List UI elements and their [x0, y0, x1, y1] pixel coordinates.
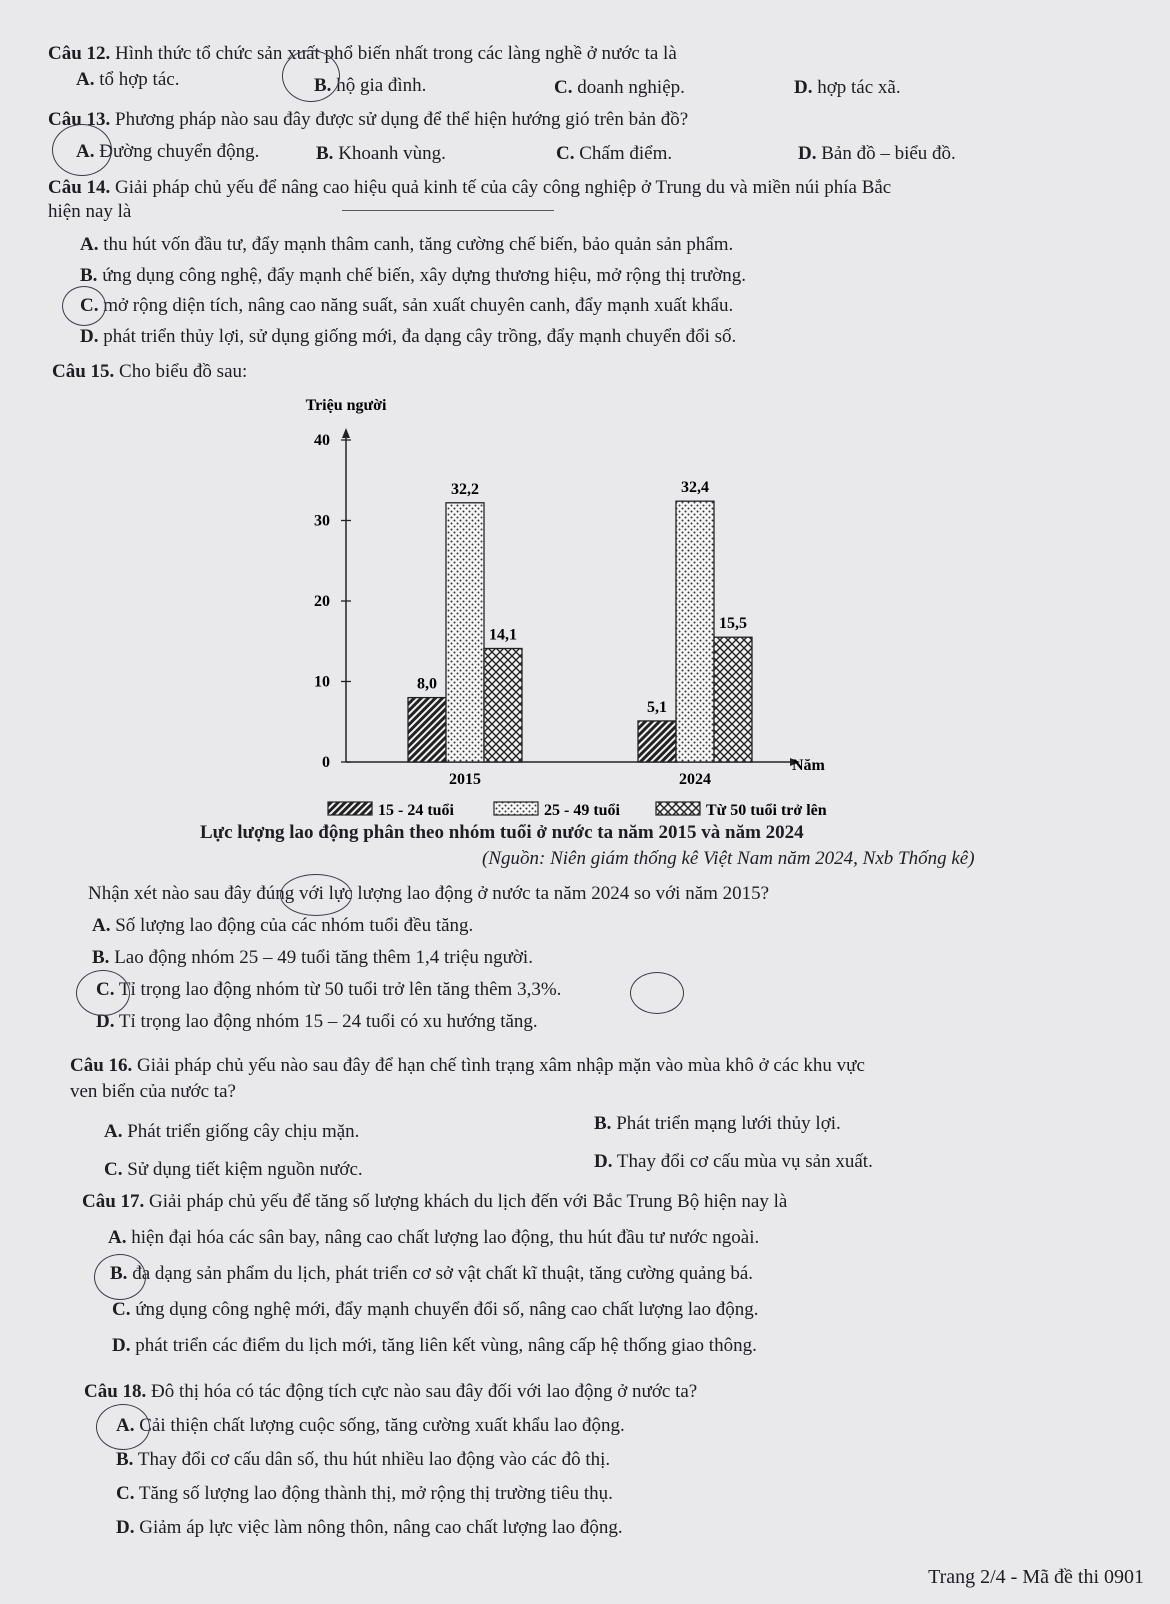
question-13-option-c[interactable]: C. Chấm điểm. — [556, 143, 673, 164]
y-axis-arrow — [342, 428, 350, 438]
question-17-text: Giải pháp chủ yếu để tăng số lượng khách du lịch đến với Bắc Trung Bộ hiện nay là — [149, 1191, 788, 1212]
bar-data-label: 14,1 — [489, 626, 517, 644]
question-16-option-d[interactable]: D. Thay đổi cơ cấu mùa vụ sản xuất. — [594, 1151, 873, 1172]
handwritten-circle-mark — [630, 972, 684, 1014]
question-14-option-b[interactable]: B. ứng dụng công nghệ, đẩy mạnh chế biến, xây dựng thương hiệu, mở rộng thị trường. — [80, 265, 747, 286]
question-12-number: Câu 12. — [48, 43, 111, 64]
question-17-number: Câu 17. — [82, 1191, 145, 1212]
question-16-number: Câu 16. — [70, 1055, 133, 1076]
question-13-number: Câu 13. — [48, 109, 111, 130]
question-18-option-d[interactable]: D. Giảm áp lực việc làm nông thôn, nâng cao chất lượng lao động. — [116, 1517, 623, 1538]
question-12-option-a[interactable]: A. tổ hợp tác. — [76, 69, 180, 90]
question-12-option-c[interactable]: C. doanh nghiệp. — [554, 77, 685, 98]
question-17-stem — [82, 1190, 787, 1214]
bar-data-label: 32,2 — [451, 480, 479, 498]
bar — [676, 501, 714, 762]
y-tick-label: 0 — [322, 754, 330, 771]
question-16-stem-line2: ven biển của nước ta? — [70, 1081, 236, 1102]
question-14-option-a[interactable]: A. thu hút vốn đầu tư, đẩy mạnh thâm canh, tăng cường chế biến, bảo quản sản phẩm. — [80, 234, 734, 255]
bar — [638, 721, 676, 762]
handwritten-circle-mark — [96, 1404, 150, 1450]
question-18-option-b[interactable]: B. Thay đổi cơ cấu dân số, thu hút nhiều lao động vào các đô thị. — [116, 1449, 611, 1470]
question-13-option-a[interactable]: A. Đường chuyển động. — [76, 141, 260, 162]
question-15-text: Cho biểu đồ sau: — [119, 361, 248, 382]
question-14-option-c[interactable]: C. mở rộng diện tích, nâng cao năng suất, sản xuất chuyên canh, đẩy mạnh xuất khẩu. — [80, 295, 734, 316]
handwritten-circle-mark — [282, 50, 340, 102]
bar — [408, 698, 446, 762]
x-axis-label: Năm — [792, 757, 825, 774]
question-13-option-d[interactable]: D. Bản đồ – biểu đồ. — [798, 143, 956, 164]
question-14-stem — [48, 176, 891, 200]
chart-caption: Lực lượng lao động phân theo nhóm tuổi ở nước ta năm 2015 và năm 2024 — [200, 822, 804, 843]
labor-force-bar-chart — [0, 380, 1170, 820]
legend-label: Từ 50 tuổi trở lên — [706, 802, 827, 819]
y-tick-label: 10 — [314, 673, 330, 691]
question-17-option-a[interactable]: A. hiện đại hóa các sân bay, nâng cao chất lượng lao động, thu hút đầu tư nước ngoài. — [108, 1227, 760, 1248]
bar — [714, 637, 752, 762]
question-18-number: Câu 18. — [84, 1381, 147, 1402]
question-12-text: Hình thức tổ chức sản xuất phổ biến nhất trong các làng nghề ở nước ta là — [115, 43, 677, 64]
question-16-option-b[interactable]: B. Phát triển mạng lưới thủy lợi. — [594, 1113, 841, 1134]
bar — [446, 503, 484, 762]
legend-swatch — [328, 802, 372, 815]
question-13-text: Phương pháp nào sau đây được sử dụng để thể hiện hướng gió trên bản đồ? — [115, 109, 689, 130]
question-17-option-d[interactable]: D. phát triển các điểm du lịch mới, tăng liên kết vùng, nâng cấp hệ thống giao thông. — [112, 1335, 757, 1356]
handwritten-circle-mark — [76, 970, 130, 1016]
y-tick-label: 20 — [314, 593, 330, 610]
question-18-option-a[interactable]: A. Cải thiện chất lượng cuộc sống, tăng cường xuất khẩu lao động. — [116, 1415, 625, 1436]
question-15-number: Câu 15. — [52, 361, 115, 382]
bar-data-label: 32,4 — [681, 479, 709, 497]
question-15-option-b[interactable]: B. Lao động nhóm 25 – 49 tuổi tăng thêm 1,4 triệu người. — [92, 947, 533, 968]
handwritten-underline — [342, 210, 554, 211]
question-16-text: Giải pháp chủ yếu nào sau đây để hạn chế tình trạng xâm nhập mặn vào mùa khô ở các khu vực — [137, 1055, 865, 1076]
question-12-option-b[interactable]: B. hộ gia đình. — [314, 75, 427, 96]
question-14-stem-line2: hiện nay là — [48, 201, 132, 222]
question-15-option-c[interactable]: C. Tỉ trọng lao động nhóm từ 50 tuổi trở lên tăng thêm 3,3%. — [96, 979, 562, 1000]
legend-swatch — [494, 802, 538, 815]
question-15-option-d[interactable]: D. Tỉ trọng lao động nhóm 15 – 24 tuổi có xu hướng tăng. — [96, 1011, 538, 1032]
question-16-stem — [70, 1054, 865, 1078]
handwritten-circle-mark — [94, 1254, 146, 1300]
question-18-stem — [84, 1380, 697, 1404]
question-16-option-a[interactable]: A. Phát triển giống cây chịu mặn. — [104, 1121, 360, 1142]
question-17-option-c[interactable]: C. ứng dụng công nghệ mới, đẩy mạnh chuyển đổi số, nâng cao chất lượng lao động. — [112, 1299, 759, 1320]
legend-label: 25 - 49 tuổi — [544, 802, 620, 819]
question-17-option-b[interactable]: B. đa dạng sản phẩm du lịch, phát triển cơ sở vật chất kĩ thuật, tăng cường quảng bá. — [110, 1263, 754, 1284]
bar-data-label: 5,1 — [647, 698, 667, 716]
question-14-option-d[interactable]: D. phát triển thủy lợi, sử dụng giống mới, đa dạng cây trồng, đẩy mạnh chuyển đổi số. — [80, 326, 737, 347]
page-footer: Trang 2/4 - Mã đề thi 0901 — [928, 1566, 1144, 1588]
legend-label: 15 - 24 tuổi — [378, 802, 454, 819]
handwritten-circle-mark — [52, 124, 112, 176]
question-14-number: Câu 14. — [48, 177, 111, 198]
x-tick-label: 2024 — [679, 771, 711, 788]
handwritten-circle-mark — [62, 286, 106, 326]
question-14-text: Giải pháp chủ yếu để nâng cao hiệu quả kinh tế của cây công nghiệp ở Trung du và miền núi phía Bắc — [115, 177, 892, 198]
y-axis-label: Triệu người — [305, 397, 387, 414]
question-16-option-c[interactable]: C. Sử dụng tiết kiệm nguồn nước. — [104, 1159, 363, 1180]
question-18-option-c[interactable]: C. Tăng số lượng lao động thành thị, mở rộng thị trường tiêu thụ. — [116, 1483, 613, 1504]
handwritten-circle-mark — [280, 874, 352, 916]
question-12-option-d[interactable]: D. hợp tác xã. — [794, 77, 901, 98]
question-15-option-a[interactable]: A. Số lượng lao động của các nhóm tuổi đều tăng. — [92, 915, 474, 936]
bar-data-label: 15,5 — [719, 615, 747, 633]
legend-swatch — [656, 802, 700, 815]
y-tick-label: 40 — [314, 432, 330, 449]
question-15-prompt: Nhận xét nào sau đây đúng với lực lượng lao động ở nước ta năm 2024 so với năm 2015? — [88, 883, 770, 904]
y-tick-label: 30 — [314, 512, 330, 530]
x-tick-label: 2015 — [449, 771, 481, 788]
bar — [484, 648, 522, 762]
question-18-text: Đô thị hóa có tác động tích cực nào sau đây đối với lao động ở nước ta? — [151, 1381, 698, 1402]
bar-data-label: 8,0 — [417, 675, 437, 693]
question-13-option-b[interactable]: B. Khoanh vùng. — [316, 143, 446, 164]
question-12-stem — [48, 42, 677, 66]
question-13-stem — [48, 108, 688, 132]
chart-source: (Nguồn: Niên giám thống kê Việt Nam năm 2024, Nxb Thống kê) — [482, 848, 975, 869]
